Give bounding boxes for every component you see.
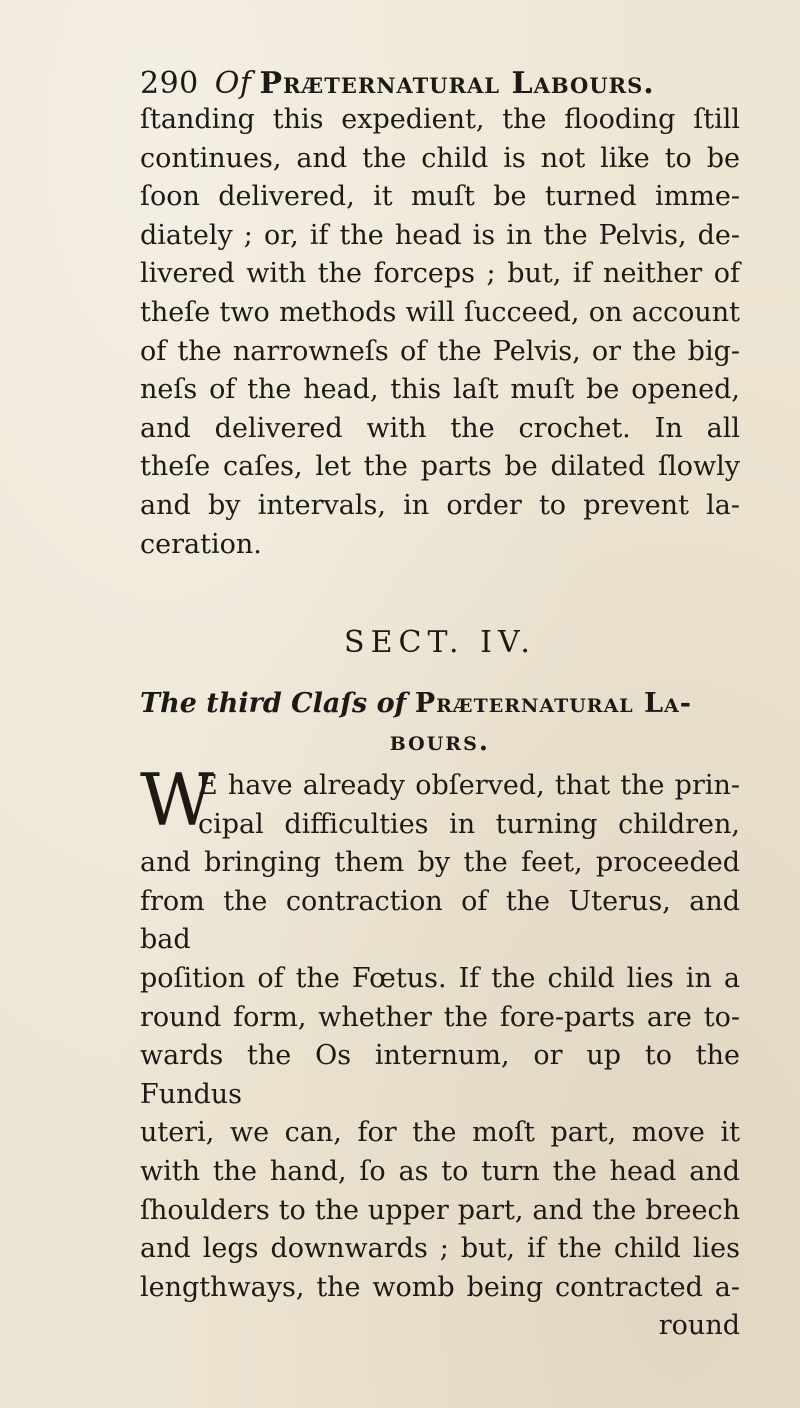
text-line: ceration.	[140, 528, 262, 560]
subheading-italic: The third Claſs of	[140, 688, 407, 719]
text-line: ſoon delivered, it muſt be turned imme-	[140, 181, 740, 213]
text-line: theſe caſes, let the parts be dilated ſlowly	[140, 451, 740, 483]
text-line: poſition of the Fœtus. If the child lies in a	[140, 962, 740, 994]
text-line: and legs downwards ; but, if the child lies	[140, 1233, 740, 1265]
text-line: diately ; or, if the head is in the Pelvis, de-	[140, 219, 740, 251]
paragraph-main	[140, 767, 740, 1346]
text-line: theſe two methods will ſucceed, on account	[140, 296, 740, 328]
text-line: round form, whether the fore-parts are to-	[140, 1001, 740, 1033]
text-line: lengthways, the womb being contracted a-	[140, 1271, 740, 1303]
subheading-caps-continued: bours.	[389, 726, 491, 757]
section-heading: SECT. IV.	[344, 625, 536, 660]
text-line: ſhoulders to the upper part, and the breech	[140, 1194, 740, 1226]
page-number: 290	[140, 66, 199, 101]
text-line: E have already obſerved, that the prin-	[198, 770, 740, 801]
text-line: of the narrowneſs of the Pelvis, or the big-	[140, 335, 740, 367]
header-of: Of	[214, 66, 252, 101]
text-line: wards the Os internum, or up to the Fundus	[140, 1040, 740, 1110]
running-header	[140, 66, 655, 101]
text-line: and delivered with the crochet. In all	[140, 412, 740, 444]
text-line: livered with the forceps ; but, if neither of	[140, 258, 740, 290]
subheading-caps: Præternatural La-	[414, 688, 692, 719]
text-line: cipal difficulties in turning children,	[198, 808, 740, 840]
text-line: ſtanding this expedient, the flooding ſtill	[140, 104, 740, 135]
text-line: uteri, we can, for the moſt part, move it	[140, 1117, 740, 1149]
section-subheading	[140, 685, 740, 761]
text-line: continues, and the child is not like to be	[140, 142, 740, 174]
text-line: and bringing them by the feet, proceeded	[140, 847, 740, 879]
header-title: Præternatural Labours.	[259, 66, 655, 101]
drop-cap: W	[140, 758, 215, 842]
text-line: neſs of the head, this laſt muſt be opened,	[140, 374, 740, 406]
paragraph-continuation	[140, 101, 740, 564]
text-line: and by intervals, in order to prevent la-	[140, 489, 740, 521]
catchword: round	[658, 1310, 740, 1342]
text-line: from the contraction of the Uterus, and bad	[140, 885, 740, 956]
text-line: with the hand, ſo as to turn the head and	[140, 1155, 740, 1187]
